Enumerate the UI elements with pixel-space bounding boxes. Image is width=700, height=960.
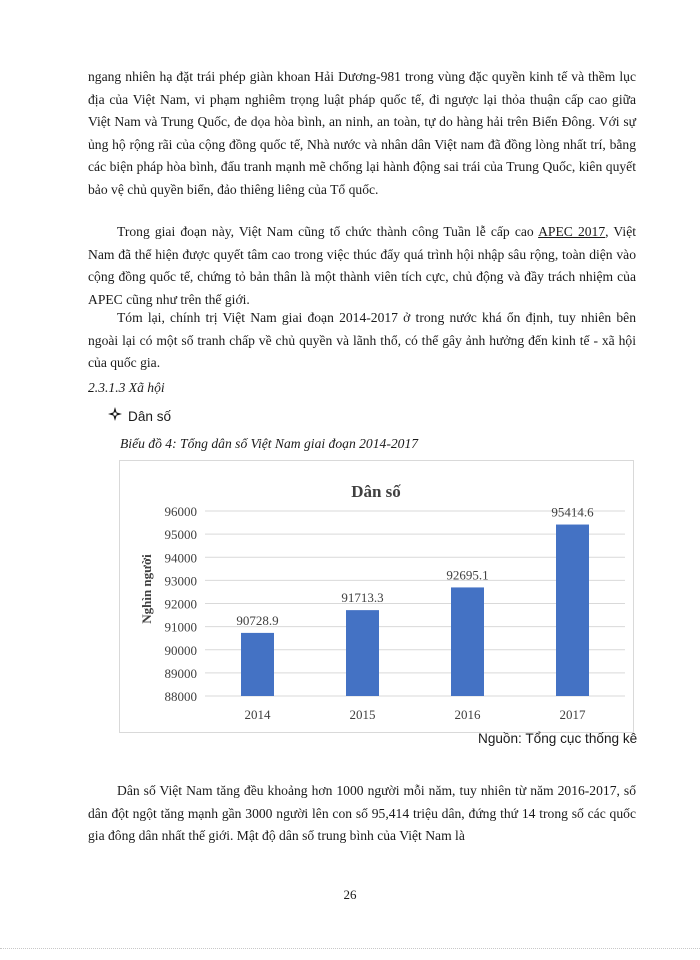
bar-2014 [241,633,274,696]
y-tick-label: 89000 [164,665,197,681]
x-tick-label: 2017 [559,707,586,722]
x-tick-label: 2016 [454,707,481,722]
paragraph-oil-rig-dispute: ngang nhiên hạ đặt trái phép giàn khoan Hải Dương-981 trong vùng đặc quyền kinh tế và thềm lục địa của Việt Nam, vi phạm nghiêm trọng luật pháp quốc tế, đi ngược lại thỏa thuận cấp cao giữa Việt Nam và Trung Quốc, đe dọa hòa bình, an ninh, an toàn, tự do hàng hải trên Biển Đông. Với sự ủng hộ rộng rãi của cộng đồng quốc tế, Nhà nước và nhân dân Việt nam đã đồng lòng nhất trí, bằng các biện pháp hòa bình, đấu tranh mạnh mẽ chống lại hành động sai trái của Trung Quốc, kiên quyết bảo vệ chủ quyền biển, đảo thiêng liêng của Tổ quốc. [88,69,636,197]
apec-2017-link[interactable]: APEC 2017 [538,224,606,239]
chart-title: Dân số [351,482,401,501]
data-label-2017: 95414.6 [551,504,594,520]
paragraph-apec [88,221,636,311]
y-tick-label: 95000 [164,527,197,543]
page-number: 26 [343,887,357,902]
bar-2016 [451,587,484,696]
x-tick-label: 2014 [244,707,271,722]
y-axis-label: Nghìn người [139,554,154,624]
bullet-label: Dân số [128,409,172,424]
y-tick-label: 93000 [164,573,197,589]
paragraph-apec-text-start: Trong giai đoạn này, Việt Nam cũng tổ chức thành công Tuần lễ cấp cao [117,224,539,239]
bar-2017 [556,525,589,696]
y-tick-label: 92000 [164,596,197,612]
y-tick-label: 88000 [164,689,197,704]
paragraph-population: Dân số Việt Nam tăng đều khoảng hơn 1000 người mỗi năm, tuy nhiên từ năm 2016-2017, số dân đột ngột tăng mạnh gần 3000 người lên con số 95,414 triệu dân, đứng thứ 14 trong số các quốc gia đông dân nhất thế giới. Mật độ dân số trung bình của Việt Nam là [88,783,636,844]
data-label-2014: 90728.9 [236,612,279,628]
population-chart-svg [120,461,633,732]
y-tick-label: 96000 [164,504,197,519]
chart-caption: Biểu đồ 4: Tổng dân số Việt Nam giai đoạn 2014-2017 [120,436,419,451]
population-chart [119,460,634,733]
chart-bars [236,505,594,722]
chart-gridlines [165,504,626,704]
data-label-2016: 92695.1 [446,567,489,583]
y-tick-label: 91000 [164,619,197,635]
x-tick-label: 2015 [349,707,376,722]
section-heading: 2.3.1.3 Xã hội [88,380,165,395]
diamond-bullet-icon [108,407,124,424]
paragraph-summary: Tóm lại, chính trị Việt Nam giai đoạn 2014-2017 ở trong nước khá ổn định, tuy nhiên bên ngoài lại có một số tranh chấp về chủ quyền và lãnh thổ, có thể gây ảnh hưởng đến kinh tế - xã hội của quốc gia. [88,310,636,371]
source-note: Nguồn: Tổng cục thống kê [478,731,638,746]
paragraph-apec-text-end: , Việt Nam đã thể hiện được quyết tâm cao trong việc thúc đẩy quá trình hội nhập sâu rộng, toàn diện vào cộng đồng quốc tế, chứng tỏ bản thân là một thành viên tích cực, chủ động và đầy trách nhiệm của APEC cũng như trên thế giới. [88,224,636,307]
y-tick-label: 94000 [164,550,197,566]
page-bottom-rule [0,948,700,949]
y-tick-label: 90000 [164,642,197,658]
data-label-2015: 91713.3 [341,590,384,606]
bullet-item-population [108,407,171,424]
bar-2015 [346,610,379,696]
